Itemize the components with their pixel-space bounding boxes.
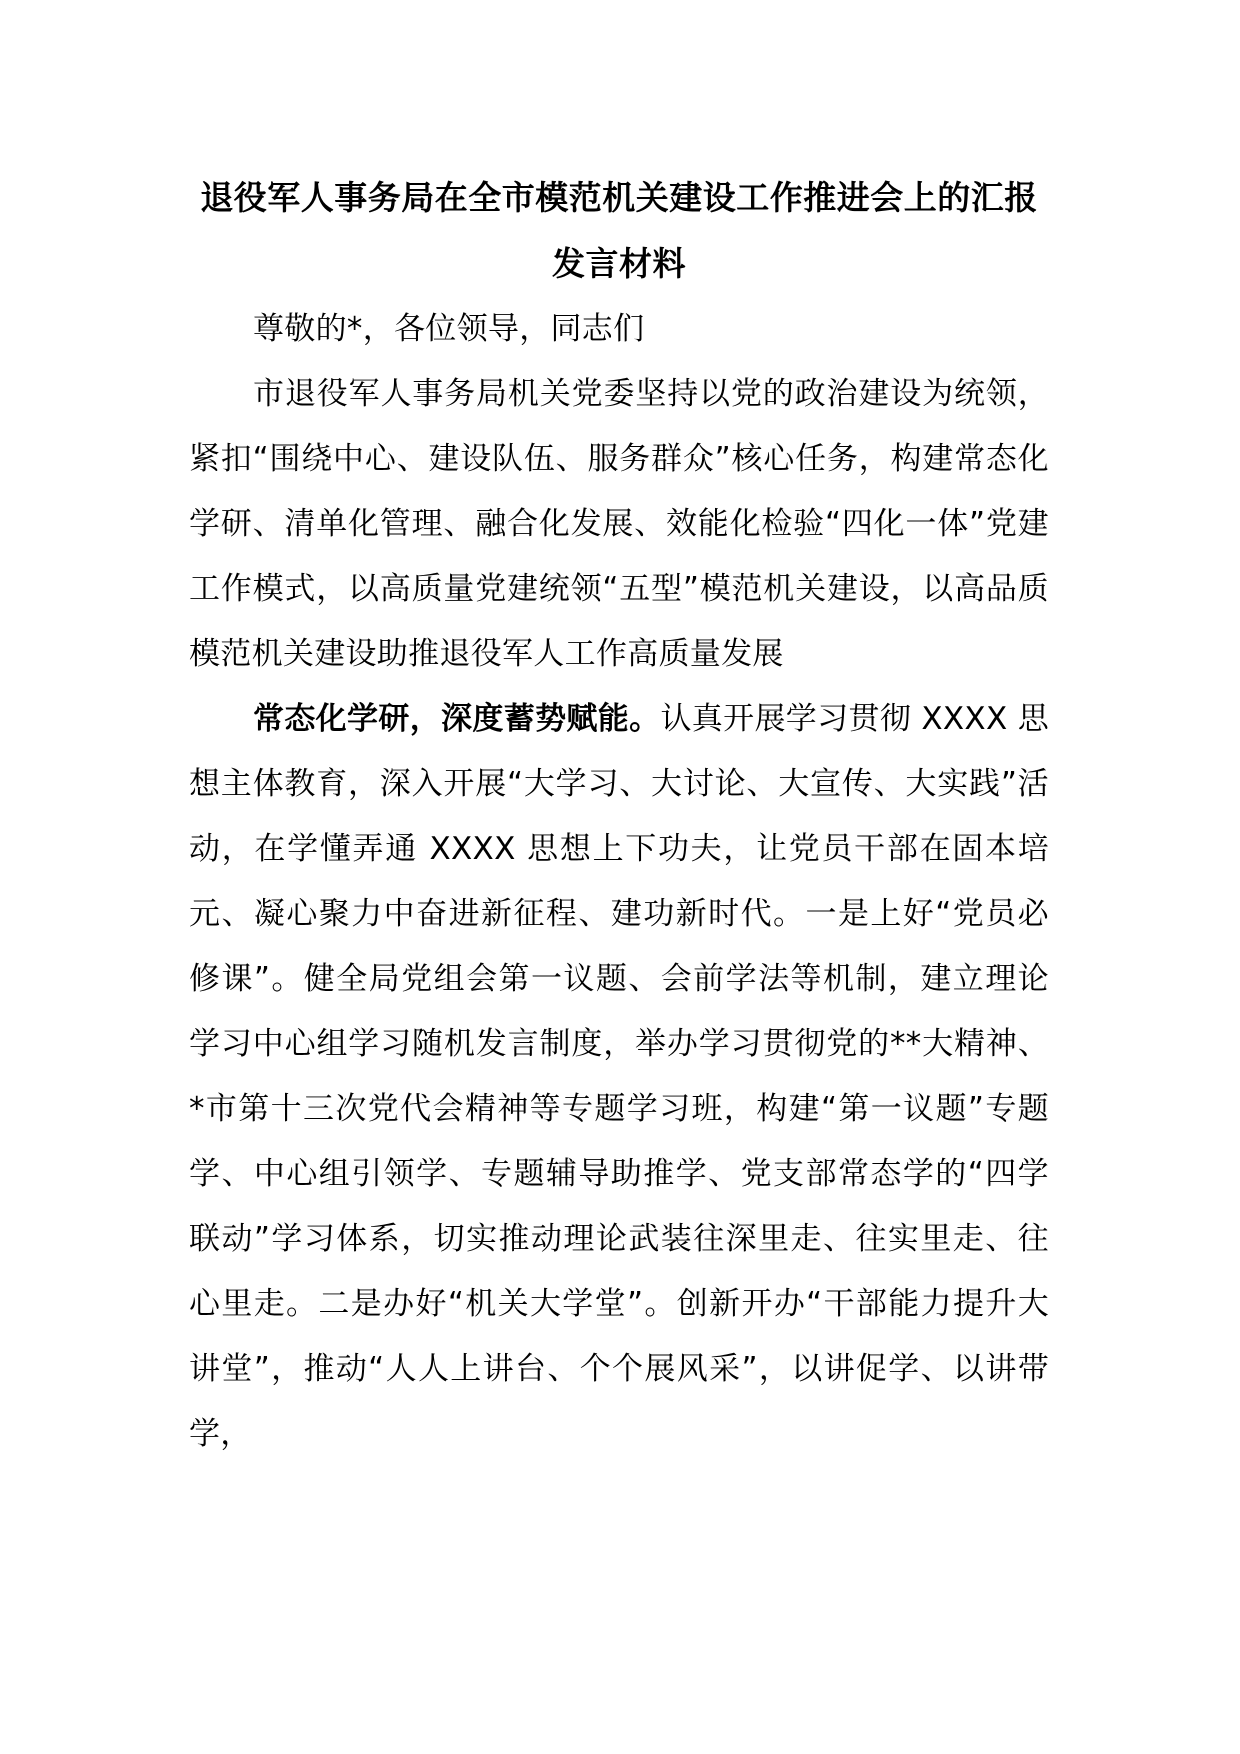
document-title: [189, 165, 1049, 297]
section-1-body: 认真开展学习贯彻 XXXX 思想主体教育，深入开展“大学习、大讨论、大宣传、大实践”活动，在学懂弄通 XXXX 思想上下功夫，让党员干部在固本培元、凝心聚力中奋进新征程、建功新时代。一是上好“党员必修课”。健全局党组会第一议题、会前学法等机制，建立理论学习中心组学习随机发言制度，举办学习贯彻党的**大精神、*市第十三次党代会精神等专题学习班，构建“第一议题”专题学、中心组引领学、专题辅导助推学、党支部常态学的“四学联动”学习体系，切实推动理论武装往深里走、往实里走、往心里走。二是办好“机关大学堂”。创新开办“干部能力提升大讲堂”，推动“人人上讲台、个个展风采”，以讲促学、以讲带学，: [189, 701, 1049, 1452]
title-line-1: 退役军人事务局在全市模范机关建设工作推进会上的汇报: [200, 178, 1038, 217]
title-line-2: 发言材料: [552, 244, 686, 283]
salutation: 尊敬的*，各位领导，同志们: [253, 311, 645, 347]
section-1-paragraph: [189, 687, 1049, 1467]
section-1-heading: 常态化学研，深度蓄势赋能。: [253, 701, 661, 737]
intro-paragraph: 市退役军人事务局机关党委坚持以党的政治建设为统领，紧扣“围绕中心、建设队伍、服务群众”核心任务，构建常态化学研、清单化管理、融合化发展、效能化检验“四化一体”党建工作模式，以高质量党建统领“五型”模范机关建设，以高品质模范机关建设助推退役军人工作高质量发展: [189, 376, 1049, 672]
document-page: [189, 165, 1049, 1467]
